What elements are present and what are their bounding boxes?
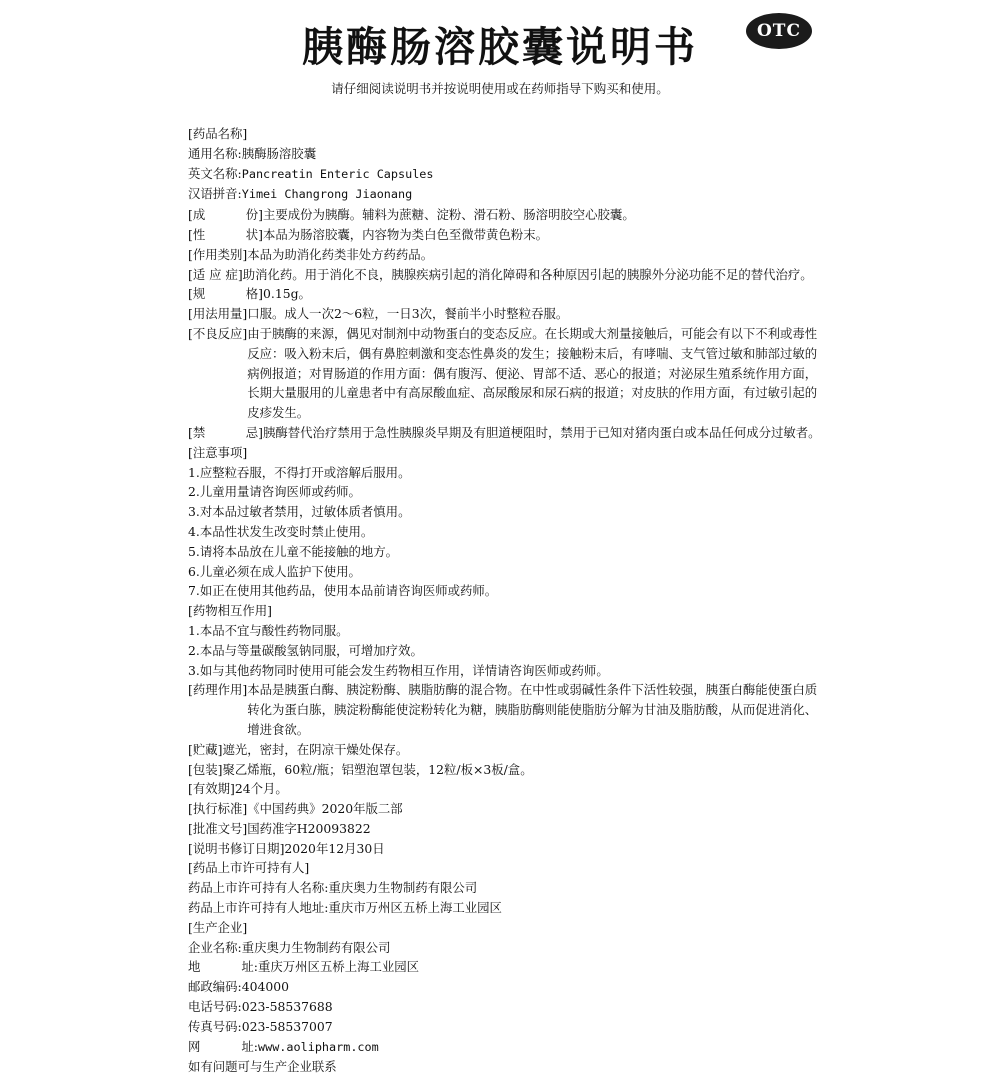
- precaution-item: 1.应整粒吞服，不得打开或溶解后服用。: [188, 464, 411, 480]
- pharmacology-value: 本品是胰蛋白酶、胰淀粉酶、胰脂肪酶的混合物。在中性或弱碱性条件下活性较强，胰蛋白酶能使蛋白质转化为蛋白胨，胰淀粉酶能使淀粉转化为糖，胰脂肪酶则能使脂肪分解为甘油及脂肪酸，从而促进消化、增进食欲。: [247, 682, 818, 737]
- leaflet-body: [188, 124, 828, 1077]
- adverse-value: 由于胰酶的来源，偶见对制剂中动物蛋白的变态反应。在长期或大剂量接触后，可能会有以下不利或毒性反应：吸入粉末后，偶有鼻腔刺激和变态性鼻炎的发生；接触粉末后，有哮喘、支气管过敏和肺部过敏的病例报道；对胃肠道的作用方面：偶有腹泻、便泌、胃部不适、恶心的报道；对泌尿生殖系统作用方面，长期大量服用的儿童患者中有高尿酸血症、高尿酸尿和尿石病的报道；对皮肤的作用方面，有过敏引起的皮疹发生。: [247, 325, 818, 421]
- otc-badge: OTC: [746, 13, 812, 49]
- phone-label: 电话号码:: [188, 999, 242, 1015]
- precaution-item: 4.本品性状发生改变时禁止使用。: [188, 523, 374, 539]
- section-indications: [188, 265, 828, 285]
- manufacturer-name-line: [188, 938, 828, 958]
- properties-value: 本品为肠溶胶囊，内容物为类白色至微带黄色粉末。: [263, 226, 548, 242]
- fax-value: 023-58537007: [241, 1018, 333, 1034]
- pinyin-line: [188, 184, 828, 205]
- website-label: 网 址:: [188, 1038, 258, 1054]
- interaction-item: 1.本品不宜与酸性药物同服。: [188, 622, 349, 638]
- holder-address-line: [188, 898, 828, 918]
- holder-address-value: 重庆市万州区五桥上海工业园区: [328, 900, 502, 916]
- manufacturer-fax-line: [188, 1017, 828, 1037]
- dosage-value: 口服。成人一次2～6粒，一日3次，餐前半小时整粒吞服。: [247, 306, 569, 322]
- section-category: [188, 245, 828, 265]
- section-pharmacology: [188, 680, 828, 739]
- holder-name-label: 药品上市许可持有人名称:: [188, 880, 329, 896]
- pinyin-label: 汉语拼音:: [188, 186, 242, 202]
- manufacturer-name-value: 重庆奥力生物制药有限公司: [241, 939, 391, 955]
- pinyin-value: Yimei Changrong Jiaonang: [241, 187, 413, 202]
- section-standard: [188, 799, 828, 819]
- manufacturer-phone-line: [188, 997, 828, 1017]
- holder-name-value: 重庆奥力生物制药有限公司: [328, 880, 478, 896]
- precaution-item: 2.儿童用量请咨询医师或药师。: [188, 484, 361, 500]
- storage-value: 遮光，密封，在阴凉干燥处保存。: [222, 741, 409, 757]
- manufacturer-postcode-line: [188, 977, 828, 997]
- approval-label: [批准文号]: [188, 820, 248, 836]
- fax-label: 传真号码:: [188, 1018, 242, 1034]
- section-dosage: [188, 304, 828, 324]
- specification-label: [规 格]: [188, 286, 263, 302]
- precaution-item: 3.对本品过敏者禁用，过敏体质者慎用。: [188, 504, 411, 520]
- english-name-label: 英文名称:: [188, 165, 242, 181]
- revision-label: [说明书修订日期]: [188, 840, 285, 856]
- manufacturer-website-line: [188, 1037, 828, 1058]
- english-name-value: Pancreatin Enteric Capsules: [241, 166, 434, 181]
- document-title: 胰酶肠溶胶囊说明书: [302, 23, 698, 71]
- section-manufacturer-heading: [生产企业]: [188, 919, 248, 935]
- section-holder-heading: [药品上市许可持有人]: [188, 860, 310, 876]
- category-value: 本品为助消化药类非处方药药品。: [247, 246, 434, 262]
- section-storage: [188, 740, 828, 760]
- ingredients-value: 主要成份为胰酶。辅料为蔗糖、淀粉、滑石粉、肠溶明胶空心胶囊。: [263, 207, 635, 223]
- generic-name-label: 通用名称:: [188, 145, 242, 161]
- section-ingredients: [188, 205, 828, 225]
- manufacturer-name-label: 企业名称:: [188, 939, 242, 955]
- contact-note: 如有问题可与生产企业联系: [188, 1059, 337, 1075]
- validity-label: [有效期]: [188, 781, 235, 797]
- holder-address-label: 药品上市许可持有人地址:: [188, 900, 329, 916]
- section-interactions-heading: [药物相互作用]: [188, 603, 273, 619]
- section-packaging: [188, 760, 828, 780]
- contraindications-label: [禁 忌]: [188, 424, 263, 440]
- manufacturer-address-label: 地 址:: [188, 959, 258, 975]
- holder-name-line: [188, 878, 828, 898]
- section-specification: [188, 284, 828, 304]
- generic-name-line: [188, 144, 828, 164]
- manufacturer-address-value: 重庆万州区五桥上海工业园区: [258, 959, 420, 975]
- section-contraindications: [188, 423, 828, 443]
- packaging-label: [包装]: [188, 761, 223, 777]
- standard-value: 《中国药典》2020年版二部: [247, 801, 403, 817]
- packaging-value: 聚乙烯瓶，60粒/瓶；铝塑泡罩包装，12粒/板×3板/盒。: [222, 761, 533, 777]
- interaction-item: 3.如与其他药物同时使用可能会发生药物相互作用，详情请咨询医师或药师。: [188, 662, 609, 678]
- precaution-item: 6.儿童必须在成人监护下使用。: [188, 563, 361, 579]
- section-validity: [188, 779, 828, 799]
- precaution-item: 7.如正在使用其他药品，使用本品前请咨询医师或药师。: [188, 583, 498, 599]
- interaction-item: 2.本品与等量碳酸氢钠同服，可增加疗效。: [188, 642, 423, 658]
- adverse-label: [不良反应]: [188, 325, 248, 341]
- validity-value: 24个月。: [234, 781, 288, 797]
- manufacturer-address-line: [188, 957, 828, 977]
- pharmacology-label: [药理作用]: [188, 682, 248, 698]
- category-label: [作用类别]: [188, 246, 248, 262]
- section-properties: [188, 225, 828, 245]
- generic-name-value: 胰酶肠溶胶囊: [241, 145, 317, 161]
- website-value: www.aolipharm.com: [258, 1039, 379, 1054]
- postcode-label: 邮政编码:: [188, 979, 242, 995]
- section-drug-name-heading: [药品名称]: [188, 126, 248, 141]
- postcode-value: 404000: [241, 979, 290, 995]
- properties-label: [性 状]: [188, 226, 263, 242]
- section-precautions-heading: [注意事项]: [188, 444, 248, 460]
- phone-value: 023-58537688: [241, 999, 333, 1015]
- ingredients-label: [成 份]: [188, 207, 263, 223]
- precaution-item: 5.请将本品放在儿童不能接触的地方。: [188, 543, 399, 559]
- specification-value: 0.15g。: [263, 286, 311, 302]
- contraindications-value: 胰酶替代治疗禁用于急性胰腺炎早期及有胆道梗阻时，禁用于已知对猪肉蛋白或本品任何成分过敏者。: [263, 424, 821, 440]
- subtitle-instruction: 请仔细阅读说明书并按说明使用或在药师指导下购买和使用。: [331, 81, 669, 96]
- section-approval: [188, 819, 828, 839]
- english-name-line: [188, 164, 828, 185]
- storage-label: [贮藏]: [188, 741, 223, 757]
- revision-value: 2020年12月30日: [284, 840, 385, 856]
- section-adverse-reactions: [188, 324, 828, 423]
- indications-value: 助消化药。用于消化不良，胰腺疾病引起的消化障碍和各种原因引起的胰腺外分泌功能不足的替代治疗。: [242, 266, 813, 282]
- dosage-label: [用法用量]: [188, 306, 248, 322]
- section-revision-date: [188, 839, 828, 859]
- indications-label: [适 应 症]: [188, 266, 243, 282]
- approval-value: 国药准字H20093822: [247, 820, 371, 836]
- standard-label: [执行标准]: [188, 801, 248, 817]
